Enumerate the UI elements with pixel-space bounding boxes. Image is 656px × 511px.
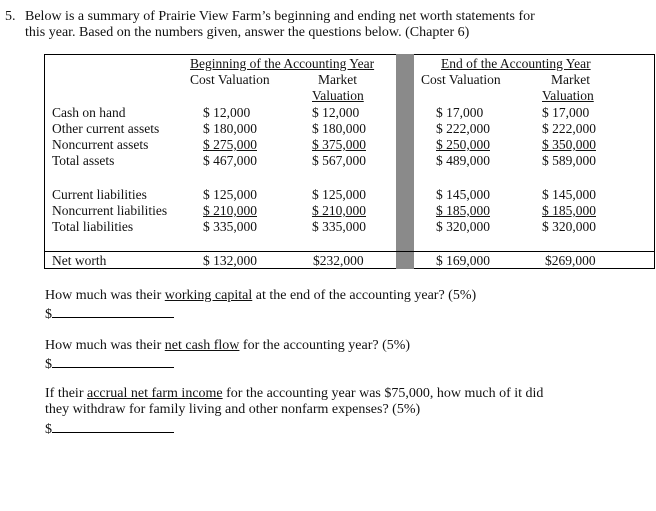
question-working-capital: How much was their working capital at the end of the accounting year? (5%) [45,288,477,303]
table-cell: $ 180,000 [203,121,257,136]
end-valuation-header: Valuation [542,88,594,103]
table-cell: $ 145,000 [436,187,490,202]
beginning-cost-valuation-header: Cost Valuation [190,72,270,87]
table-cell: $ 335,000 [203,219,257,234]
row-label: Net worth [52,253,107,268]
term-accrual-net-farm-income: accrual net farm income [86,386,223,401]
row-label: Other current assets [52,121,160,136]
question-intro-line2: this year. Based on the numbers given, answer the questions below. (Chapter 6) [25,25,470,40]
table-cell: $ 185,000 [542,203,596,218]
question-intro-line1: Below is a summary of Prairie View Farm’s beginning and ending net worth statements for [25,9,535,24]
table-cell: $ 222,000 [542,121,596,136]
table-cell: $ 275,000 [203,137,257,152]
end-year-header: End of the Accounting Year [441,56,591,71]
row-label: Cash on hand [52,105,126,120]
term-net-cash-flow: net cash flow [164,338,240,353]
table-cell: $ 350,000 [542,137,596,152]
table-cell: $ 125,000 [203,187,257,202]
row-label: Total assets [52,153,115,168]
table-cell: $ 222,000 [436,121,490,136]
table-cell: $ 132,000 [203,253,257,268]
answer-family-living[interactable] [45,419,174,438]
table-cell: $232,000 [313,253,364,268]
table-cell: $ 185,000 [436,203,490,218]
table-cell: $ 12,000 [312,105,360,120]
table-cell: $ 320,000 [542,219,596,234]
table-cell: $ 467,000 [203,153,257,168]
question-number: 5. [5,9,16,24]
table-cell: $ 180,000 [312,121,366,136]
table-cell: $ 145,000 [542,187,596,202]
table-cell: $ 169,000 [436,253,490,268]
row-label: Current liabilities [52,187,147,202]
end-market-header: Market [551,72,590,87]
table-cell: $ 320,000 [436,219,490,234]
question-family-living: If their accrual net farm income for the accounting year was $75,000, how much of it did [45,386,544,401]
dollar-sign: $ [45,422,52,437]
column-divider [396,54,414,269]
answer-blank[interactable] [52,354,174,368]
table-cell: $ 335,000 [312,219,366,234]
row-label: Noncurrent assets [52,137,149,152]
end-cost-valuation-header: Cost Valuation [421,72,501,87]
answer-working-capital[interactable] [45,304,174,323]
beginning-market-header: Market [318,72,357,87]
answer-blank[interactable] [52,419,174,433]
table-cell: $ 250,000 [436,137,490,152]
answer-blank[interactable] [52,304,174,318]
table-cell: $ 125,000 [312,187,366,202]
row-label: Total liabilities [52,219,134,234]
table-cell: $ 589,000 [542,153,596,168]
beginning-valuation-header: Valuation [312,88,364,103]
beginning-year-header: Beginning of the Accounting Year [190,56,375,71]
dollar-sign: $ [45,357,52,372]
table-cell: $ 17,000 [436,105,484,120]
question-family-living-line2: they withdraw for family living and other nonfarm expenses? (5%) [45,402,421,417]
table-cell: $ 489,000 [436,153,490,168]
net-worth-rule [44,251,655,252]
dollar-sign: $ [45,307,52,322]
table-cell: $269,000 [545,253,596,268]
table-cell: $ 12,000 [203,105,251,120]
term-working-capital: working capital [164,288,253,303]
table-cell: $ 210,000 [203,203,257,218]
table-cell: $ 567,000 [312,153,366,168]
row-label: Noncurrent liabilities [52,203,168,218]
table-cell: $ 210,000 [312,203,366,218]
table-cell: $ 17,000 [542,105,590,120]
answer-net-cash-flow[interactable] [45,354,174,373]
table-cell: $ 375,000 [312,137,366,152]
question-net-cash-flow: How much was their net cash flow for the accounting year? (5%) [45,338,411,353]
